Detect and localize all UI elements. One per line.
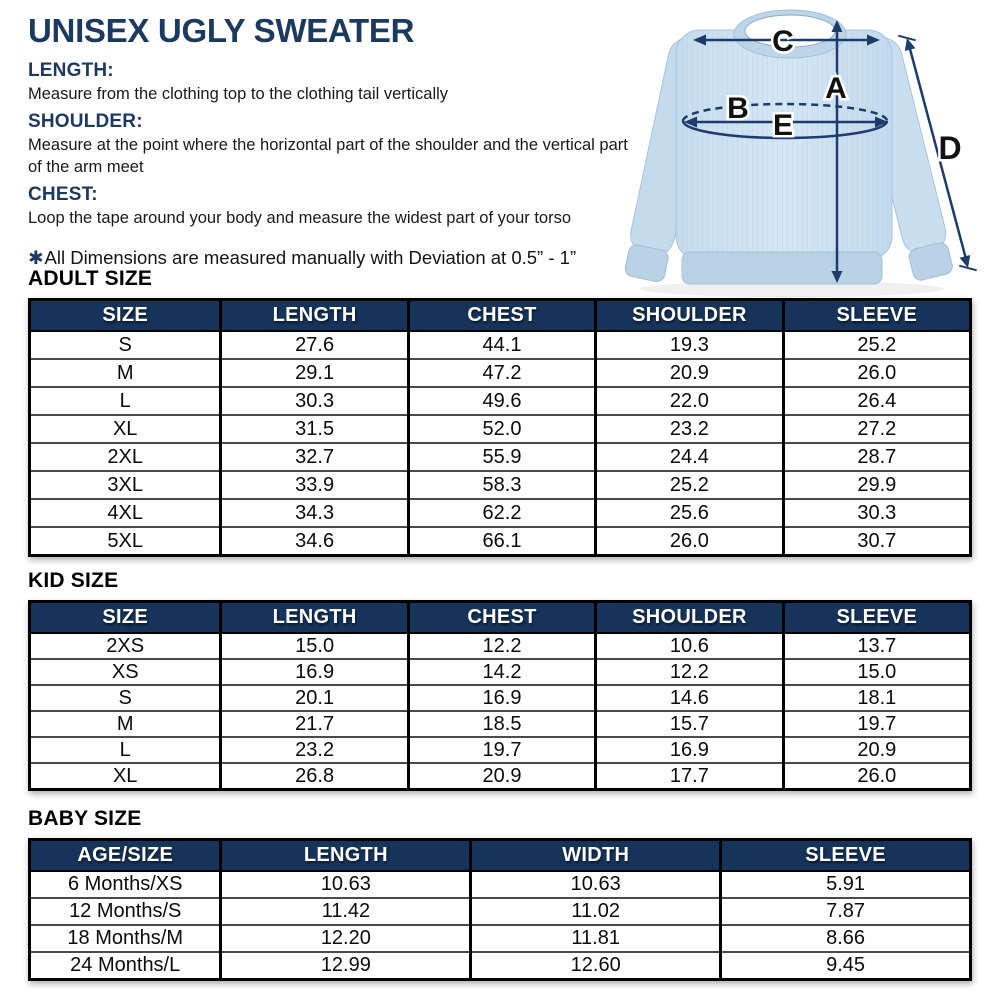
measurement-cell: 19.7: [408, 737, 595, 763]
measurement-cell: 11.42: [221, 898, 471, 925]
column-header: SLEEVE: [783, 300, 970, 332]
sweater-illustration: [620, 0, 1000, 300]
instruction-text-length: Measure from the clothing top to the clothing tail vertically: [28, 85, 449, 103]
measurement-cell: 20.9: [408, 763, 595, 790]
measurement-cell: 20.1: [221, 685, 408, 711]
measurement-cell: 21.7: [221, 711, 408, 737]
measurement-cell: 17.7: [596, 763, 783, 790]
measurement-cell: 15.0: [221, 633, 408, 659]
measurement-cell: 27.6: [221, 331, 408, 359]
measurement-cell: 52.0: [408, 415, 595, 443]
table-row: [30, 659, 971, 685]
measurement-cell: 62.2: [408, 499, 595, 527]
label-shoulder-c: C: [772, 25, 794, 58]
table-row: [30, 443, 971, 471]
size-label-cell: S: [30, 685, 221, 711]
measurement-cell: 25.2: [783, 331, 970, 359]
measurement-cell: 31.5: [221, 415, 408, 443]
instruction-text-shoulder: Measure at the point where the horizontal part of the shoulder and the vertical part of the arm meet: [28, 136, 628, 176]
instruction-heading-length: LENGTH:: [28, 60, 114, 81]
label-length-a: A: [825, 72, 847, 105]
size-label-cell: 3XL: [30, 471, 221, 499]
size-label-cell: 24 Months/L: [30, 952, 221, 980]
table-row: [30, 898, 971, 925]
measurement-cell: 23.2: [221, 737, 408, 763]
section-title-kid: KID SIZE: [28, 569, 119, 592]
measurement-cell: 10.63: [471, 871, 721, 898]
column-header: SLEEVE: [721, 840, 971, 872]
measurement-cell: 25.6: [596, 499, 783, 527]
measurement-cell: 34.6: [221, 527, 408, 556]
measurement-cell: 26.0: [783, 359, 970, 387]
size-label-cell: 12 Months/S: [30, 898, 221, 925]
table-row: [30, 387, 971, 415]
table-row: [30, 685, 971, 711]
deviation-note-text: All Dimensions are measured manually with Deviation at 0.5” - 1”: [44, 246, 577, 268]
instruction-heading-shoulder: SHOULDER:: [28, 111, 143, 133]
section-title-baby: BABY SIZE: [28, 807, 142, 830]
measurement-cell: 7.87: [721, 898, 971, 925]
column-header: SHOULDER: [596, 300, 783, 332]
instruction-heading-chest: CHEST:: [28, 184, 98, 206]
measurement-cell: 47.2: [408, 359, 595, 387]
column-header: CHEST: [408, 300, 595, 332]
baby-size-table: [28, 838, 972, 981]
size-label-cell: 5XL: [30, 527, 221, 556]
measurement-cell: 30.3: [783, 499, 970, 527]
measurement-cell: 55.9: [408, 443, 595, 471]
header-row: [30, 602, 971, 634]
size-label-cell: 4XL: [30, 499, 221, 527]
measurement-cell: 14.6: [596, 685, 783, 711]
adult-size-section: [28, 267, 972, 557]
column-header: CHEST: [408, 602, 595, 634]
asterisk-icon: ✱: [28, 246, 44, 268]
measurement-cell: 19.7: [783, 711, 970, 737]
table-row: [30, 763, 971, 790]
table-row: [30, 711, 971, 737]
measurement-cell: 25.2: [596, 471, 783, 499]
size-label-cell: XS: [30, 659, 221, 685]
measurement-cell: 32.7: [221, 443, 408, 471]
page-title: UNISEX UGLY SWEATER: [28, 12, 415, 49]
measurement-cell: 30.3: [221, 387, 408, 415]
kid-size-table: [28, 600, 972, 791]
column-header: LENGTH: [221, 300, 408, 332]
column-header: SLEEVE: [783, 602, 970, 634]
measurement-cell: 34.3: [221, 499, 408, 527]
table-row: [30, 925, 971, 952]
adult-size-table: [28, 298, 972, 557]
deviation-note: [28, 247, 628, 269]
table-row: [30, 737, 971, 763]
measurement-cell: 20.9: [596, 359, 783, 387]
size-label-cell: XL: [30, 415, 221, 443]
measurement-cell: 10.63: [221, 871, 471, 898]
measurement-cell: 14.2: [408, 659, 595, 685]
table-row: [30, 871, 971, 898]
baby-size-section: [28, 807, 972, 981]
column-header: SIZE: [30, 602, 221, 634]
size-label-cell: 18 Months/M: [30, 925, 221, 952]
measurement-cell: 8.66: [721, 925, 971, 952]
measurement-cell: 11.02: [471, 898, 721, 925]
column-header: AGE/SIZE: [30, 840, 221, 872]
size-label-cell: 2XL: [30, 443, 221, 471]
sweater-diagram: [620, 0, 1000, 300]
size-label-cell: M: [30, 711, 221, 737]
measurement-cell: 20.9: [783, 737, 970, 763]
label-width-e: E: [772, 109, 794, 142]
measurement-cell: 15.7: [596, 711, 783, 737]
measurement-cell: 33.9: [221, 471, 408, 499]
instruction-length: [28, 60, 628, 105]
header-row: [30, 840, 971, 872]
measurement-cell: 18.5: [408, 711, 595, 737]
measurement-cell: 13.7: [783, 633, 970, 659]
measurement-cell: 16.9: [408, 685, 595, 711]
column-header: LENGTH: [221, 602, 408, 634]
table-row: [30, 471, 971, 499]
size-label-cell: XL: [30, 763, 221, 790]
measurement-cell: 11.81: [471, 925, 721, 952]
instruction-chest: [28, 184, 628, 229]
measurement-cell: 22.0: [596, 387, 783, 415]
column-header: SHOULDER: [596, 602, 783, 634]
table-row: [30, 952, 971, 980]
measurement-cell: 30.7: [783, 527, 970, 556]
size-label-cell: M: [30, 359, 221, 387]
measurement-cell: 66.1: [408, 527, 595, 556]
size-label-cell: 6 Months/XS: [30, 871, 221, 898]
measurement-cell: 19.3: [596, 331, 783, 359]
table-row: [30, 527, 971, 556]
measurement-cell: 12.20: [221, 925, 471, 952]
measurement-cell: 5.91: [721, 871, 971, 898]
measurement-cell: 12.2: [596, 659, 783, 685]
table-row: [30, 331, 971, 359]
section-title-adult: ADULT SIZE: [28, 267, 153, 290]
label-sleeve-d: D: [938, 130, 962, 166]
instruction-text-chest: Loop the tape around your body and measure the widest part of your torso: [28, 209, 572, 228]
kid-size-section: [28, 569, 972, 791]
header-row: [30, 300, 971, 332]
size-label-cell: L: [30, 737, 221, 763]
column-header: LENGTH: [221, 840, 471, 872]
measurement-cell: 49.6: [408, 387, 595, 415]
measurement-cell: 58.3: [408, 471, 595, 499]
measurement-cell: 23.2: [596, 415, 783, 443]
instruction-shoulder: [28, 111, 628, 178]
column-header: WIDTH: [471, 840, 721, 872]
table-row: [30, 499, 971, 527]
measurement-cell: 26.0: [783, 763, 970, 790]
measurement-cell: 44.1: [408, 331, 595, 359]
column-header: SIZE: [30, 300, 221, 332]
measurement-cell: 24.4: [596, 443, 783, 471]
table-row: [30, 415, 971, 443]
measurement-cell: 26.0: [596, 527, 783, 556]
measurement-cell: 12.2: [408, 633, 595, 659]
measurement-cell: 9.45: [721, 952, 971, 980]
measurement-cell: 27.2: [783, 415, 970, 443]
measurement-cell: 26.8: [221, 763, 408, 790]
label-chest-b: B: [727, 92, 749, 125]
measurement-cell: 29.9: [783, 471, 970, 499]
measurement-cell: 12.99: [221, 952, 471, 980]
measurement-cell: 26.4: [783, 387, 970, 415]
size-label-cell: S: [30, 331, 221, 359]
size-tables: [28, 267, 972, 981]
table-row: [30, 359, 971, 387]
size-label-cell: 2XS: [30, 633, 221, 659]
table-row: [30, 633, 971, 659]
measurement-cell: 16.9: [221, 659, 408, 685]
measurement-cell: 15.0: [783, 659, 970, 685]
measurement-cell: 28.7: [783, 443, 970, 471]
measurement-cell: 10.6: [596, 633, 783, 659]
measurement-cell: 18.1: [783, 685, 970, 711]
size-label-cell: L: [30, 387, 221, 415]
measurement-instructions: [28, 12, 628, 269]
measurement-cell: 29.1: [221, 359, 408, 387]
measurement-cell: 12.60: [471, 952, 721, 980]
measurement-cell: 16.9: [596, 737, 783, 763]
